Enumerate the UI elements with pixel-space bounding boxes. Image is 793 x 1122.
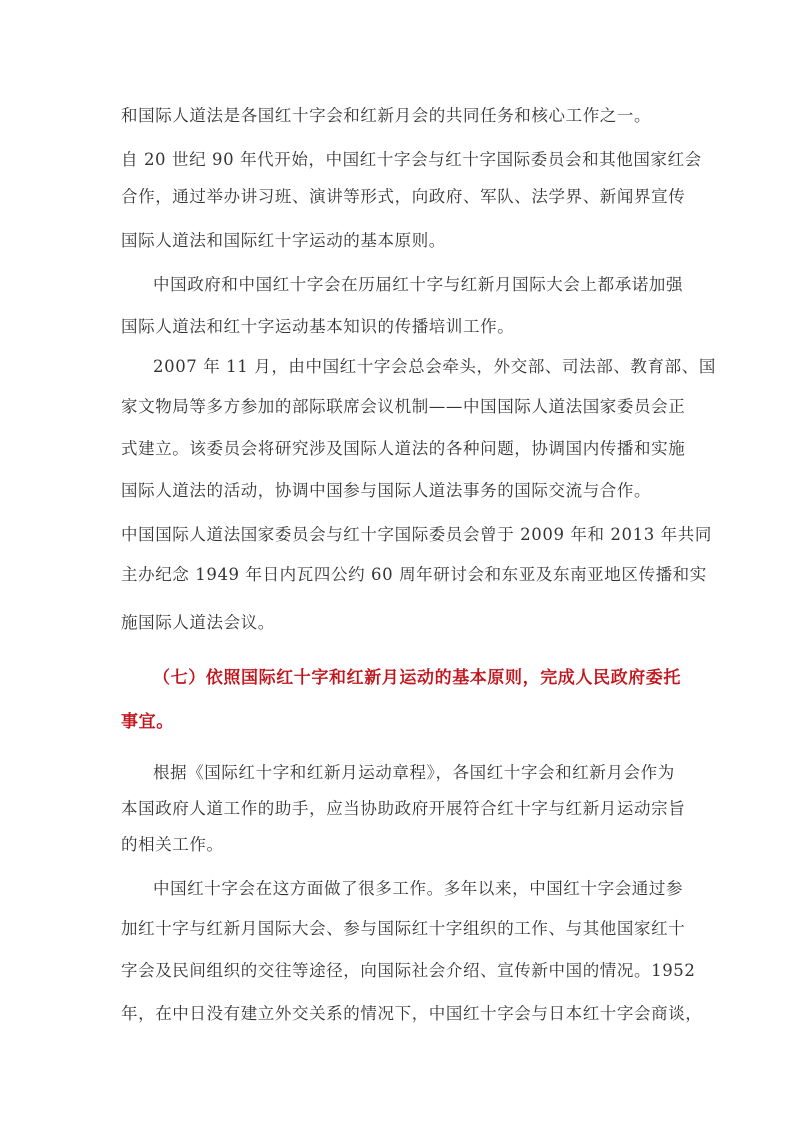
paragraph-line: 中国国际人道法国家委员会与红十字国际委员会曾于 2009 年和 2013 年共同: [121, 525, 712, 544]
section-heading-continued: 事宜。: [121, 712, 174, 732]
paragraph-line: 中国红十字会在这方面做了很多工作。多年以来，中国红十字会通过参: [153, 879, 684, 898]
paragraph-line: 字会及民间组织的交往等途径，向国际社会介绍、宣传新中国的情况。1952: [121, 961, 696, 980]
paragraph-line: 国际人道法和国际红十字运动的基本原则。: [121, 231, 446, 250]
paragraph-line: 中国政府和中国红十字会在历届红十字与红新月国际大会上都承诺加强: [153, 275, 684, 294]
paragraph-line: 施国际人道法会议。: [121, 613, 275, 632]
section-heading: （七）依照国际红十字和红新月运动的基本原则，完成人民政府委托: [153, 668, 681, 688]
paragraph-line: 年，在中日没有建立外交关系的情况下，中国红十字会与日本红十字会商谈，: [121, 1004, 703, 1023]
paragraph-line: 主办纪念 1949 年日内瓦四公约 60 周年研讨会和东亚及东南亚地区传播和实: [121, 565, 707, 584]
paragraph-line: 2007 年 11 月，由中国红十字会总会牵头，外交部、司法部、教育部、国: [153, 357, 716, 376]
paragraph-line: 国际人道法的活动，协调中国参与国际人道法事务的国际交流与合作。: [121, 481, 652, 500]
paragraph-line: 国际人道法和红十字运动基本知识的传播培训工作。: [121, 317, 515, 336]
paragraph-line: 根据《国际红十字和红新月运动章程》，各国红十字会和红新月会作为: [153, 763, 675, 782]
paragraph-line: 的相关工作。: [121, 835, 224, 854]
paragraph-line: 本国政府人道工作的助手，应当协助政府开展符合红十字与红新月运动宗旨: [121, 799, 686, 818]
paragraph-line: 加红十字与红新月国际大会、参与国际红十字组织的工作、与其他国家红十: [121, 919, 686, 938]
paragraph-line: 家文物局等多方参加的部际联席会议机制——中国国际人道法国家委员会正: [121, 397, 686, 416]
paragraph-line: 合作，通过举办讲习班、演讲等形式，向政府、军队、法学界、新闻界宣传: [121, 187, 686, 206]
paragraph-line: 式建立。该委员会将研究涉及国际人道法的各种问题，协调国内传播和实施: [121, 439, 686, 458]
paragraph-line: 和国际人道法是各国红十字会和红新月会的共同任务和核心工作之一。: [121, 106, 652, 125]
paragraph-line: 自 20 世纪 90 年代开始，中国红十字会与红十字国际委员会和其他国家红会: [121, 150, 702, 169]
